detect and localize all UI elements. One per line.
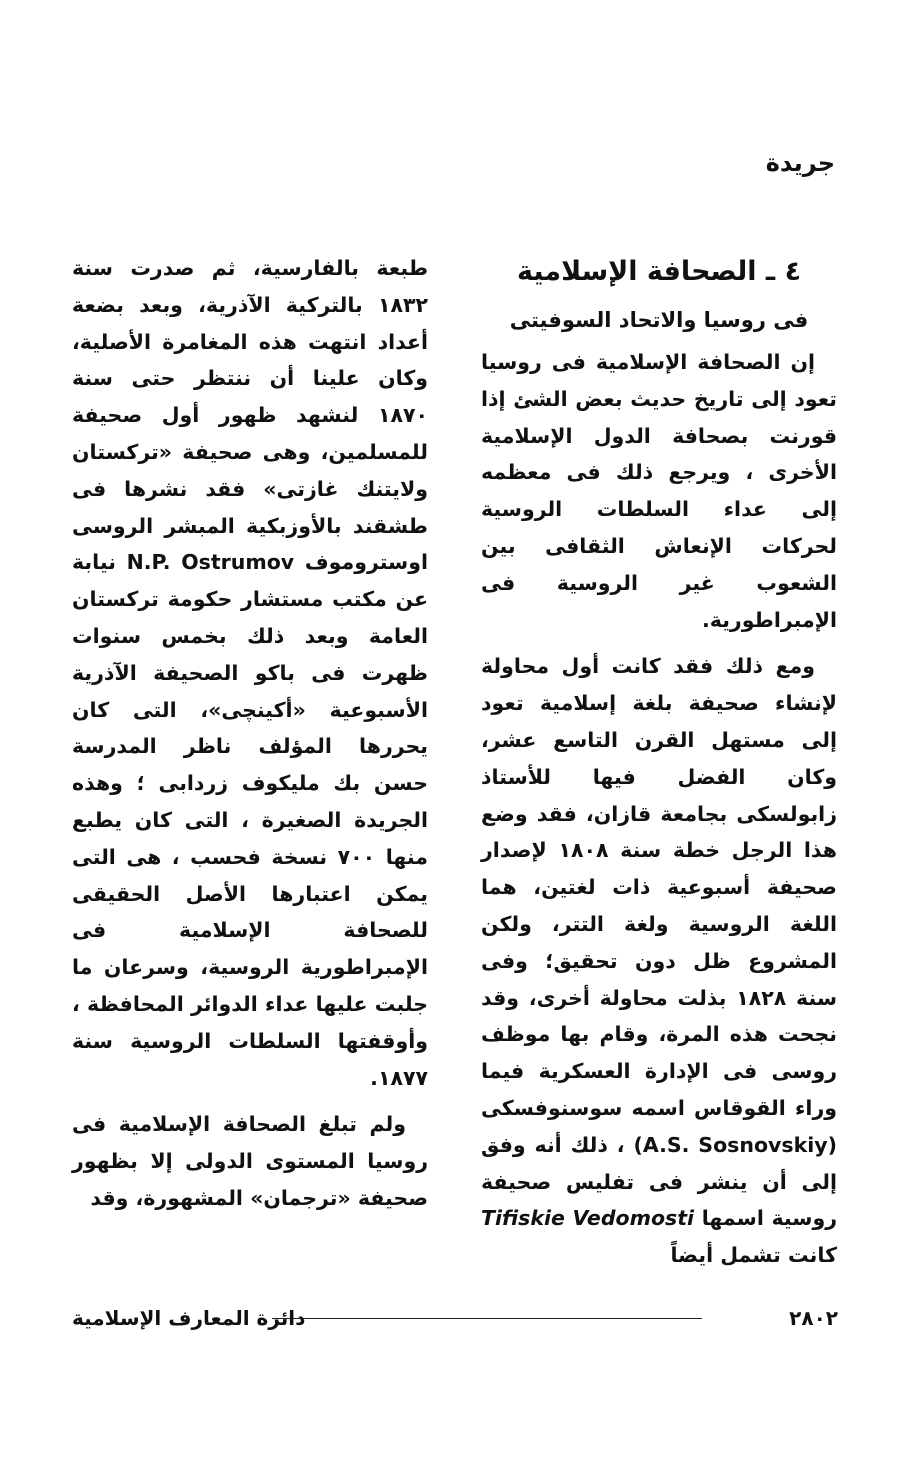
paragraph <box>481 648 837 1274</box>
paragraph-text: نيابة عن مكتب مستشار حكومة تركستان العامة وبعد ذلك بخمس سنوات ظهرت فى باكو الصحيفة الآذرية الأسبوعية «أكينچى»، التى كان يحررها المؤلف ناظر المدرسة حسن بك مليكوف زردابى ؛ وهذه الجريدة الصغيرة ، التى كان يطبع منها ٧٠٠ نسخة فحسب ، هى التى يمكن اعتبارها الأصل الحقيقى للصحافة الإسلامية فى الإمبراطورية الروسية، وسرعان ما جلبت عليها عداء الدوائر المحافظة ، وأوقفتها السلطات الروسية سنة ١٨٧٧. <box>72 550 428 1090</box>
right-column <box>481 250 837 1274</box>
paragraph: إن الصحافة الإسلامية فى روسيا تعود إلى تاريخ حديث بعض الشئ إذا قورنت بصحافة الدول الإسلامية الأخرى ، ويرجع ذلك فى معظمه إلى عداء السلطات الروسية لحركات الإنعاش الثقافى بين الشعوب غير الروسية فى الإمبراطورية. <box>481 350 837 632</box>
section-subtitle: فى روسيا والاتحاد السوفيتى <box>509 308 809 332</box>
paragraph <box>72 250 428 1096</box>
running-head: جريدة <box>765 149 835 177</box>
footer-rule <box>272 1318 702 1319</box>
book-title: دائرة المعارف الإسلامية <box>72 1306 306 1330</box>
paragraph-text: طبعة بالفارسية، ثم صدرت سنة ١٨٣٢ بالتركية الآذرية، وبعد بضعة أعداد انتهت هذه المغامرة الأصلية، وكان علينا أن ننتظر حتى سنة ١٨٧٠ لنشهد ظهور أول صحيفة للمسلمين، وهى صحيفة «تركستان ولايتنك غازتى» فقد نشرها فى طشقند بالأوزبكية المبشر الروسى اوستروموف <box>72 256 428 575</box>
page-number: ٢٨٠٢ <box>789 1306 838 1330</box>
paragraph-text: ومع ذلك فقد كانت أول محاولة لإنشاء صحيفة بلغة إسلامية تعود إلى مستهل القرن التاسع عشر، وكان الفضل فيها للأستاذ زابولسكى بجامعة قازان، فقد وضع هذا الرجل خطة سنة ١٨٠٨ لإصدار صحيفة أسبوعية ذات لغتين، هما اللغة الروسية ولغة التتر، ولكن المشروع ظل دون تحقيق؛ وفى سنة ١٨٢٨ بذلت محاولة أخرى، وقد نجحت هذه المرة، وقام بها موظف روسى فى الإدارة العسكرية فيما وراء القوقاس اسمه سوسنوفسكى ( <box>481 654 837 1157</box>
page-footer <box>72 1298 838 1338</box>
section-title: ٤ ـ الصحافة الإسلامية <box>516 256 802 287</box>
paragraph-text: كانت تشمل أيضاً <box>670 1243 837 1268</box>
paragraph-text: ) ، ذلك أنه وفق إلى أن ينشر فى تفليس صحيفة روسية اسمها <box>481 1132 837 1231</box>
paragraph: ولم تبلغ الصحافة الإسلامية فى روسيا المستوى الدولى إلا بظهور صحيفة «ترجمان» المشهورة، وقد <box>72 1112 428 1210</box>
latin-name: N.P. Ostrumov <box>126 550 295 575</box>
left-column <box>72 250 428 1217</box>
latin-name: A.S. Sosnovskiy <box>642 1132 828 1157</box>
newspaper-name: Tifiskie Vedomosti <box>481 1206 695 1231</box>
